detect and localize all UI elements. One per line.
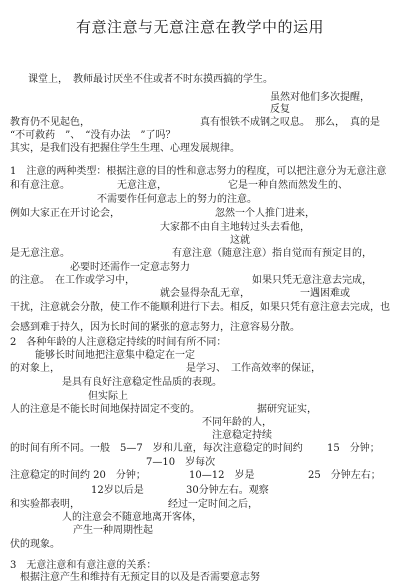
text-line: 会感到难于持久，因为长时间的紧张的意志努力，注意容易分散。 bbox=[10, 322, 300, 333]
text-line: 真有恨铁不成钢之叹息。 那么， 真的是 bbox=[200, 117, 380, 128]
text-line: 根据注意产生和维持有无预定目的以及是否需要意志努 bbox=[20, 572, 260, 583]
text-line: 据研究证实， bbox=[257, 404, 317, 415]
document-title: 有意注意与无意注意在教学中的运用 bbox=[75, 18, 324, 36]
text-line: 注意稳定的时间约 20 分钟； bbox=[10, 470, 146, 481]
text-line: 12岁以后是 bbox=[91, 485, 144, 496]
text-line: 就会显得杂乱无章， bbox=[160, 288, 250, 299]
text-line: 2 各种年龄的人注意稳定持续的时间有所不同： bbox=[10, 337, 227, 348]
text-line: 它是一种自然而然发生的、 bbox=[228, 180, 348, 191]
text-line: 产生一种周期性起 bbox=[73, 525, 153, 536]
text-line: 伏的现象。 bbox=[10, 539, 60, 550]
text-line: 的对象上， bbox=[10, 363, 60, 374]
text-line: 忽然一个人推门进来， bbox=[215, 208, 315, 219]
text-line: 有意注意（随意注意）指自觉而有预定目的， bbox=[172, 248, 372, 259]
text-line: 是无意注意。 bbox=[10, 248, 70, 259]
text-line: 经过一定时间之后， bbox=[168, 499, 258, 510]
text-line: 必要时还需作一定意志努力 bbox=[70, 262, 190, 273]
text-line: 和实验都表明， bbox=[10, 499, 80, 510]
text-line: 注意稳定持续 bbox=[212, 430, 272, 441]
text-line: 干扰，注意就会分散，使工作不能顺利进行下去。相反，如果只凭有意注意去完成，也 bbox=[10, 302, 390, 313]
text-line: 无意注意， bbox=[117, 180, 167, 191]
text-line: 1 注意的两种类型：根据注意的目的性和意志努力的程度，可以把注意分为无意注意 bbox=[10, 166, 387, 177]
text-line: 虽然对他们多次提醒， bbox=[270, 92, 370, 103]
text-line: 但实际上 bbox=[88, 391, 128, 402]
text-line: 这就 bbox=[230, 235, 250, 246]
text-line: 大家都不由自主地转过头去看他， bbox=[160, 222, 310, 233]
text-line: 人的注意是不能长时间地保持固定不变的。 bbox=[10, 404, 200, 415]
text-line: 反复 bbox=[270, 104, 290, 115]
text-line: 其实，是我们没有把握住学生生理、心理发展规律。 bbox=[10, 143, 240, 154]
text-line: 3 无意注意和有意注意的关系： bbox=[10, 560, 157, 571]
text-line: 不同年龄的人， bbox=[202, 417, 272, 428]
text-line: 7—10 岁每次 bbox=[146, 457, 216, 468]
text-line: 能够长时间地把注意集中稳定在一定 bbox=[35, 350, 195, 361]
text-line: 教育仍不见起色， bbox=[10, 117, 90, 128]
text-line: 人的注意会不随意地离开客体， bbox=[62, 512, 202, 523]
text-line: “不可救药 ”、 “没有办法 ”了吗？ bbox=[10, 130, 176, 141]
text-line: 15 分钟； bbox=[327, 443, 380, 454]
text-line: 25 分钟左右； bbox=[308, 470, 381, 481]
text-line: 的注意。 在工作或学习中， bbox=[10, 275, 135, 286]
text-line: 30分钟左右。观察 bbox=[186, 485, 269, 496]
text-line: 的时间有所不同。一般 5—7 岁和儿童，每次注意稳定的时间约 bbox=[10, 443, 303, 454]
text-line: 课堂上， 教师最讨厌坐不住或者不时东摸西搞的学生。 bbox=[28, 74, 273, 85]
text-line: 例如大家正在开讨论会， bbox=[10, 208, 120, 219]
text-line: 和有意注意。 bbox=[10, 180, 70, 191]
text-line: 一遇困难或 bbox=[300, 288, 350, 299]
text-line: 不需要作任何意志上的努力的注意。 bbox=[97, 194, 257, 205]
text-line: 是学习、 工作高效率的保证， bbox=[186, 363, 321, 374]
text-line: 如果只凭无意注意去完成， bbox=[252, 275, 372, 286]
text-line: 是具有良好注意稳定性品质的表现。 bbox=[62, 377, 222, 388]
text-line: 10—12 岁是 bbox=[189, 470, 255, 481]
